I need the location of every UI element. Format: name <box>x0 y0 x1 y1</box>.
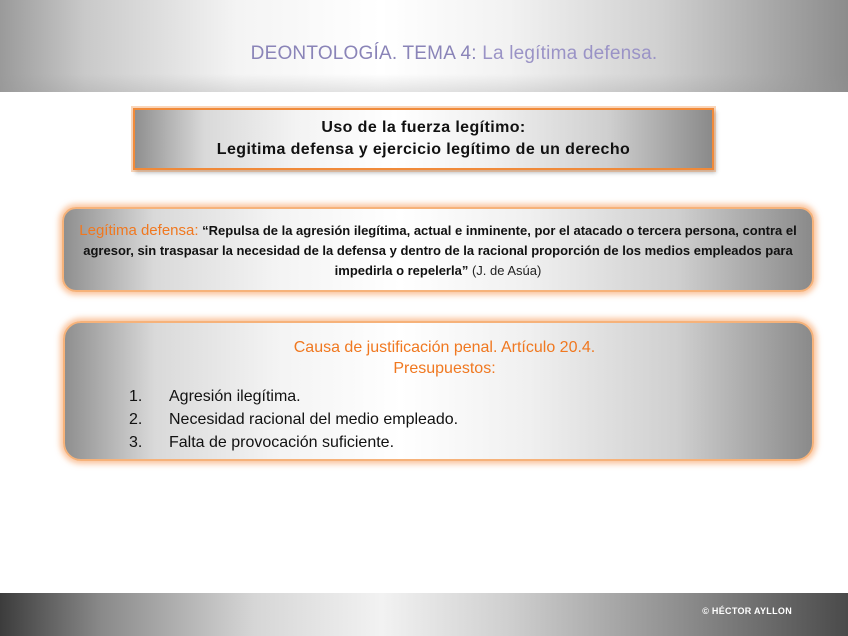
title-box <box>133 108 714 170</box>
list-item-number: 3. <box>129 434 143 451</box>
causa-title-line2: Presupuestos: <box>393 360 496 377</box>
list-item-text: Agresión ilegítima. <box>169 388 301 405</box>
copyright-text: © HÉCTOR AYLLON <box>702 606 792 616</box>
list-item-text: Necesidad racional del medio empleado. <box>169 411 459 428</box>
definition-author: (J. de Asúa) <box>471 263 542 278</box>
title-box-line2: Legitima defensa y ejercicio legítimo de un derecho <box>216 141 631 158</box>
definition-quote: “Repulsa de la agresión ilegítima, actual e inminente, por el atacado o tercera persona, contra el agresor, sin traspasar la necesidad de la defensa y dentro de la racional proporción de los medios empleados para impedirla o repelerla” <box>83 223 797 278</box>
list-item <box>129 385 812 408</box>
list-item <box>129 408 812 431</box>
definition-box <box>62 207 814 292</box>
title-topic: La legítima defensa. <box>482 43 658 64</box>
list-item-text: Falta de provocación suficiente. <box>169 434 395 451</box>
page-title <box>0 43 848 65</box>
list-item-number: 2. <box>129 411 143 428</box>
presupuestos-list <box>65 385 812 454</box>
list-item-number: 1. <box>129 388 143 405</box>
causa-box <box>63 321 814 461</box>
title-prefix: DEONTOLOGÍA. TEMA 4: <box>250 43 483 64</box>
list-item <box>129 431 812 454</box>
definition-label: Legítima defensa: <box>79 222 199 239</box>
causa-title-line1: Causa de justificación penal. Artículo 20.4. <box>293 339 596 356</box>
title-box-line1: Uso de la fuerza legítimo: <box>321 119 526 136</box>
